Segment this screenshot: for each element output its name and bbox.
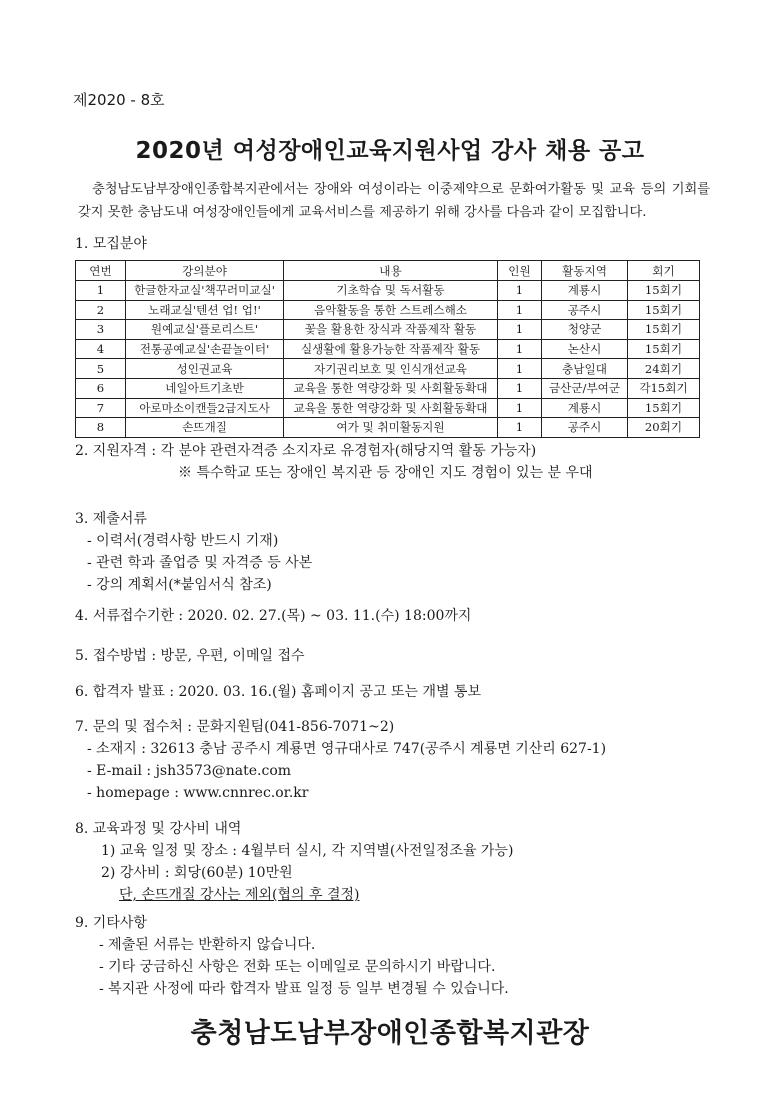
table-cell: 5 (76, 359, 126, 379)
column-header: 연번 (76, 261, 126, 281)
table-cell: 여가 및 취미활동지원 (284, 418, 498, 438)
table-cell: 15회기 (628, 398, 700, 418)
table-cell: 논산시 (542, 339, 628, 359)
intro-paragraph: 충청남도남부장애인종합복지관에서는 장애와 여성이라는 이중제약으로 문화여가활동 및 교육 등의 기회를 갖지 못한 충남도내 여성장애인들에게 교육서비스를 제공하기 위해 강사를 다음과 같이 모집합니다. (78, 182, 710, 220)
fee-line: 2) 강사비 : 회당(60분) 10만원 (101, 865, 293, 881)
table-cell: 금산군/부여군 (542, 378, 628, 398)
table-cell: 공주시 (542, 300, 628, 320)
section-3-heading: 3. 제출서류 (75, 511, 147, 527)
table-cell: 실생활에 활용가능한 작품제작 활동 (284, 339, 498, 359)
table-cell: 공주시 (542, 418, 628, 438)
table-cell: 20회기 (628, 418, 700, 438)
table-cell: 1 (498, 378, 542, 398)
section-4-deadline: 4. 서류접수기한 : 2020. 02. 27.(목) ~ 03. 11.(수) 18:00까지 (75, 608, 472, 624)
preference-note: ※ 특수학교 또는 장애인 복지관 등 장애인 지도 경험이 있는 분 우대 (178, 465, 593, 481)
table-cell: 4 (76, 339, 126, 359)
table-cell: 7 (76, 398, 126, 418)
table-cell: 1 (498, 281, 542, 301)
table-cell: 교육을 통한 역량강화 및 사회활동확대 (284, 378, 498, 398)
table-cell: 15회기 (628, 339, 700, 359)
table-cell: 15회기 (628, 281, 700, 301)
table-cell: 1 (498, 418, 542, 438)
table-cell: 원예교실'플로리스트' (126, 320, 284, 340)
table-cell: 전통공예교실'손끝놀이터' (126, 339, 284, 359)
section-3-documents (75, 508, 312, 596)
list-item: - 이력서(경력사항 반드시 기재) (87, 533, 279, 549)
address-line: - 소재지 : 32613 충남 공주시 계룡면 영규대사로 747(공주시 계룡면 기산리 627-1) (87, 741, 607, 757)
table-row (76, 320, 700, 340)
table-row (76, 398, 700, 418)
section-1-heading: 1. 모집분야 (75, 236, 147, 252)
table-cell: 충남일대 (542, 359, 628, 379)
table-row (76, 339, 700, 359)
table-cell: 1 (498, 359, 542, 379)
section-6-announcement: 6. 합격자 발표 : 2020. 03. 16.(월) 홈페이지 공고 또는 개별 통보 (75, 684, 481, 700)
table-cell: 1 (498, 398, 542, 418)
table-row (76, 378, 700, 398)
table-cell: 자기권리보호 및 인식개선교육 (284, 359, 498, 379)
table-row (76, 418, 700, 438)
list-item: - 기타 궁금하신 사항은 전화 또는 이메일로 문의하시기 바랍니다. (99, 959, 496, 975)
qualification-line: 2. 지원자격 : 각 분야 관련자격증 소지자로 유경험자(해당지역 활동 가능자) (75, 443, 537, 459)
table-cell: 15회기 (628, 300, 700, 320)
table-row (76, 300, 700, 320)
table-cell: 1 (498, 300, 542, 320)
table-cell: 6 (76, 378, 126, 398)
table-cell: 성인권교육 (126, 359, 284, 379)
table-row (76, 359, 700, 379)
section-7-heading: 7. 문의 및 접수처 : 문화지원팀(041-856-7071~2) (75, 719, 395, 735)
table-cell: 교육을 통한 역량강화 및 사회활동확대 (284, 398, 498, 418)
table-row (76, 281, 700, 301)
email-line: - E-mail : jsh3573@nate.com (87, 763, 292, 779)
section-8-heading: 8. 교육과정 및 강사비 내역 (75, 821, 242, 837)
table-cell: 24회기 (628, 359, 700, 379)
column-header: 인원 (498, 261, 542, 281)
section-8-course (75, 818, 513, 906)
table-header-row (76, 261, 700, 281)
column-header: 강의분야 (126, 261, 284, 281)
table-cell: 기초학습 및 독서활동 (284, 281, 498, 301)
table-cell: 2 (76, 300, 126, 320)
homepage-line: - homepage : www.cnnrec.or.kr (87, 785, 309, 801)
table-cell: 아로마소이캔들2급지도사 (126, 398, 284, 418)
list-item: - 관련 학과 졸업증 및 자격증 등 사본 (87, 555, 313, 571)
table-cell: 3 (76, 320, 126, 340)
section-5-method: 5. 접수방법 : 방문, 우편, 이메일 접수 (75, 648, 305, 664)
table-cell: 계룡시 (542, 398, 628, 418)
fee-exception-note: 단, 손뜨개질 강사는 제외(협의 후 결정) (119, 887, 360, 903)
section-7-contact (75, 716, 606, 804)
document-number: 제2020 - 8호 (73, 91, 165, 109)
list-item: - 제출된 서류는 반환하지 않습니다. (99, 937, 316, 953)
list-item: - 강의 계획서(*붙임서식 참조) (87, 577, 272, 593)
table-cell: 8 (76, 418, 126, 438)
table-cell: 계룡시 (542, 281, 628, 301)
table-cell: 음악활동을 통한 스트레스해소 (284, 300, 498, 320)
section-9-other (75, 912, 509, 1000)
column-header: 활동지역 (542, 261, 628, 281)
section-9-heading: 9. 기타사항 (75, 915, 147, 931)
organization-signature: 충청남도남부장애인종합복지관장 (190, 1018, 590, 1049)
recruitment-table (75, 260, 700, 438)
list-item: - 복지관 사정에 따라 합격자 발표 일정 등 일부 변경될 수 있습니다. (99, 981, 509, 997)
table-cell: 15회기 (628, 320, 700, 340)
document-title: 2020년 여성장애인교육지원사업 강사 채용 공고 (135, 138, 645, 164)
table-cell: 1 (498, 320, 542, 340)
table-cell: 한글한자교실'책꾸러미교실' (126, 281, 284, 301)
table-cell: 손뜨개질 (126, 418, 284, 438)
column-header: 내용 (284, 261, 498, 281)
table-cell: 청양군 (542, 320, 628, 340)
table-cell: 노래교실'텐션 업! 업!' (126, 300, 284, 320)
table-cell: 꽃을 활용한 장식과 작품제작 활동 (284, 320, 498, 340)
column-header: 회기 (628, 261, 700, 281)
table-cell: 1 (498, 339, 542, 359)
schedule-line: 1) 교육 일정 및 장소 : 4월부터 실시, 각 지역별(사전일정조율 가능) (101, 843, 514, 859)
section-2-qualifications (75, 440, 593, 484)
table-cell: 1 (76, 281, 126, 301)
table-cell: 네일아트기초반 (126, 378, 284, 398)
table-cell: 각15회기 (628, 378, 700, 398)
